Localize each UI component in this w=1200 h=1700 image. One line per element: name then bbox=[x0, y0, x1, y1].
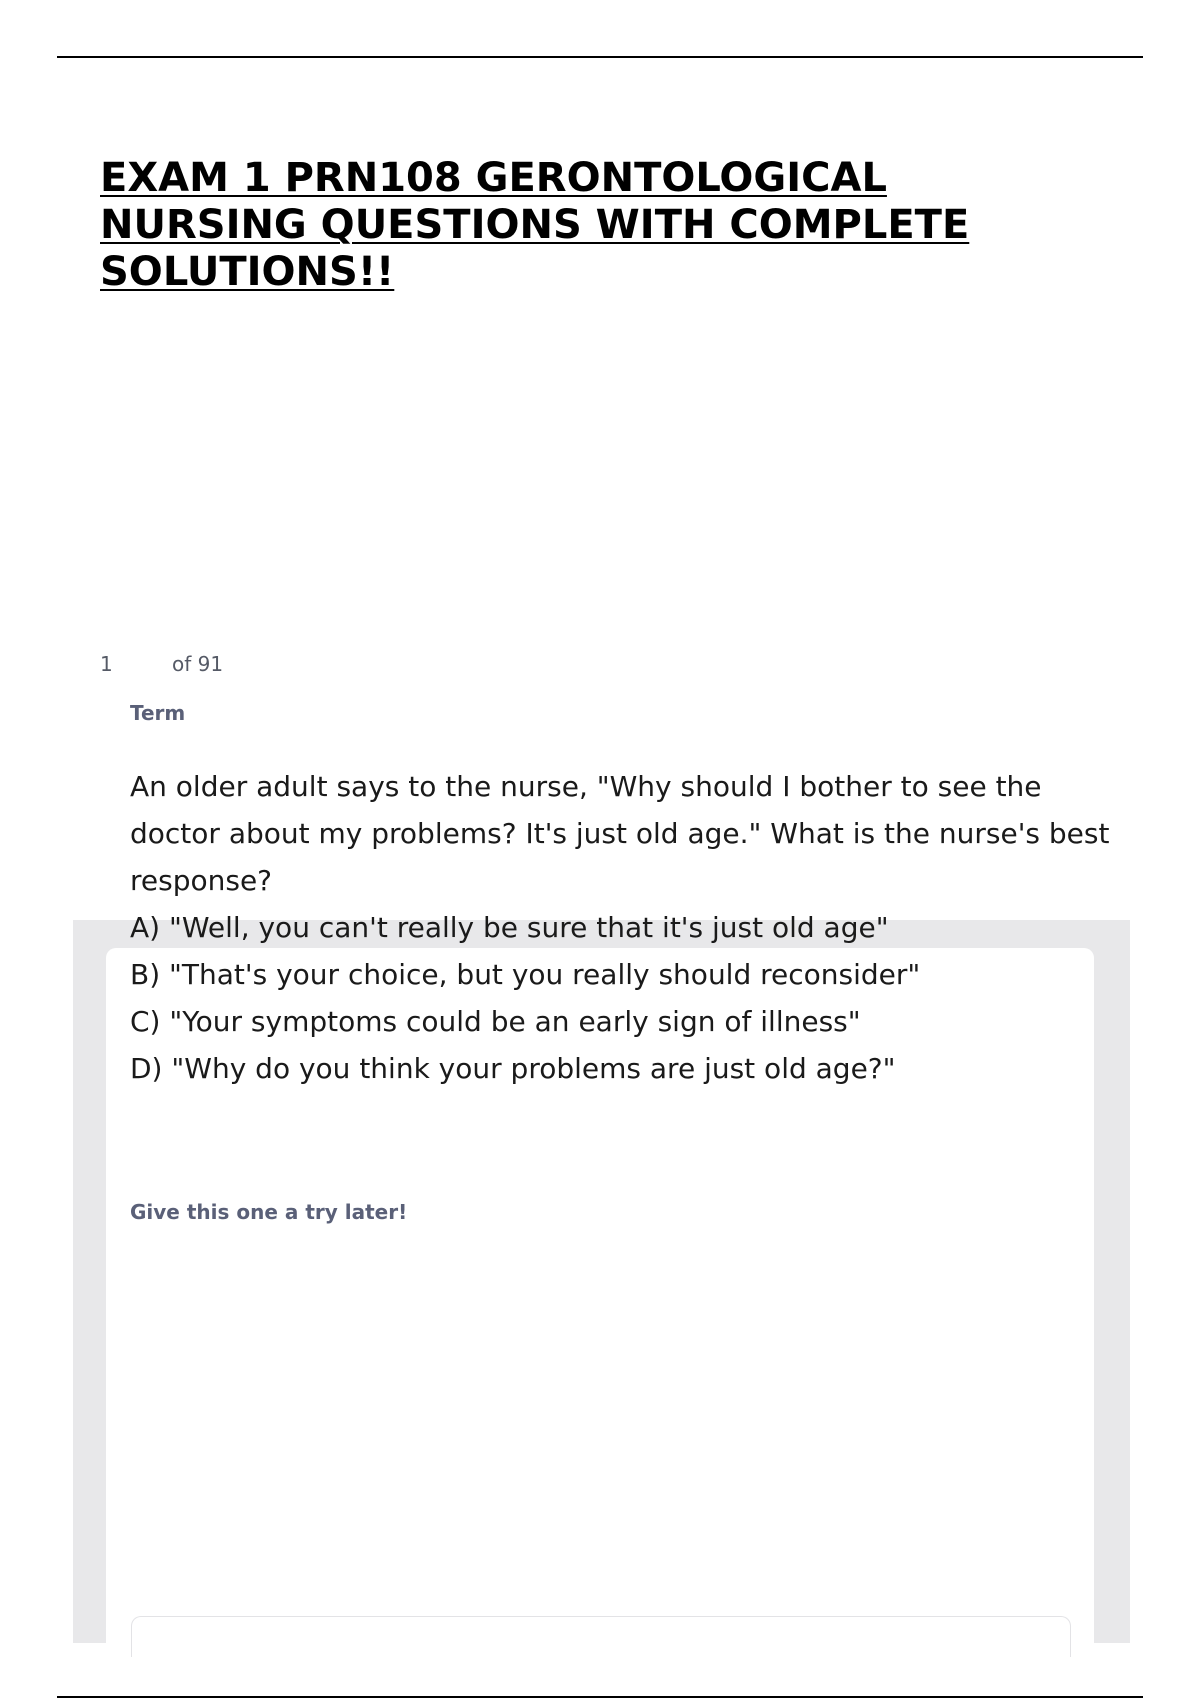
option-a: A) "Well, you can't really be sure that it's just old age" bbox=[130, 911, 889, 944]
document-title-line: EXAM 1 PRN108 GERONTOLOGICAL bbox=[100, 155, 887, 201]
option-d: D) "Why do you think your problems are just old age?" bbox=[130, 1052, 896, 1085]
answer-input-area[interactable] bbox=[131, 1616, 1071, 1657]
term-label: Term bbox=[130, 701, 186, 725]
question-line: doctor about my problems? It's just old age." What is the nurse's best bbox=[130, 817, 1110, 850]
document-title-line: SOLUTIONS!! bbox=[100, 249, 395, 295]
option-c: C) "Your symptoms could be an early sign of illness" bbox=[130, 1005, 861, 1038]
header-rule bbox=[57, 56, 1143, 58]
footer-rule bbox=[57, 1696, 1143, 1698]
question-line: An older adult says to the nurse, "Why should I bother to see the bbox=[130, 770, 1042, 803]
document-title-line: NURSING QUESTIONS WITH COMPLETE bbox=[100, 202, 970, 248]
document-title bbox=[100, 155, 1060, 296]
card-counter-total: of 91 bbox=[172, 652, 224, 676]
question-text bbox=[130, 763, 1110, 1092]
option-b: B) "That's your choice, but you really should reconsider" bbox=[130, 958, 921, 991]
question-line: response? bbox=[130, 864, 273, 897]
card-counter-current: 1 bbox=[100, 652, 113, 676]
try-later-hint: Give this one a try later! bbox=[130, 1200, 408, 1224]
